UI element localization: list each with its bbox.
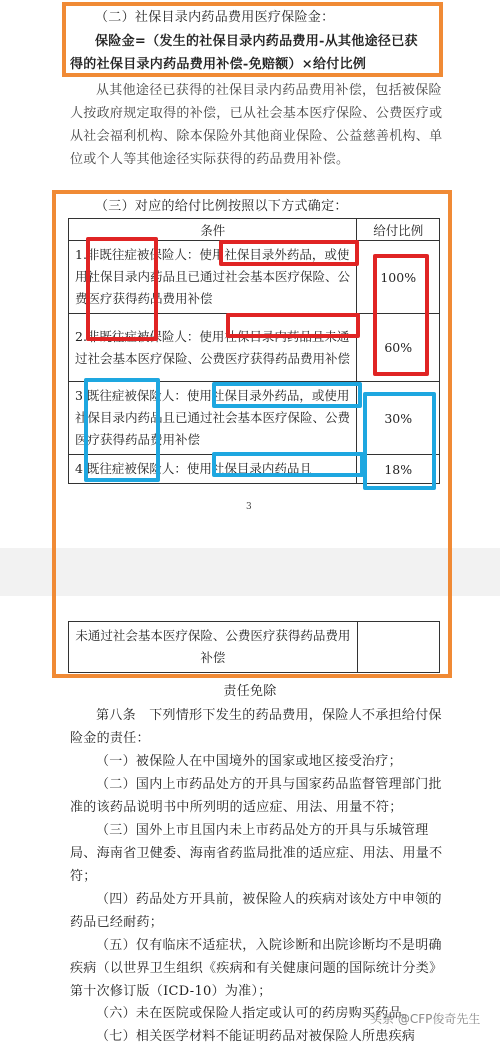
highlight-outside-list-2: [212, 382, 362, 408]
exemption-item: （二）国内上市药品处方的开具与国家药品监督管理部门批准的该药品说明书中所列明的适应症、用法、用量不符；: [70, 777, 442, 815]
row-condition: 2.非既往症被保险人：使用社保目录内药品且未通过社会基本医疗保险、公费医疗获得药品费用补偿: [75, 328, 351, 366]
continued-condition: 未通过社会基本医疗保险、公费医疗获得药品费用补偿: [75, 628, 351, 665]
row-ratio: 100%: [357, 241, 440, 314]
row-condition: 1.非既往症被保险人：使用社保目录外药品，或使用社保目录内药品且已通过社会基本医疗保险、公费医疗获得药品费用补偿: [75, 247, 351, 306]
exemption-title: 责任免除: [223, 684, 277, 699]
exemption-item: （七）相关医学材料不能证明药品对被保险人所患疾病: [96, 1029, 416, 1044]
formula-line-2: 得的社保目录内药品费用补偿-免赔额）×给付比例: [70, 57, 367, 72]
highlight-inside-list-2: [212, 452, 364, 477]
exemption-item: （四）药品处方开具前，被保险人的疾病对该处方中申领的药品已经耐药；: [70, 892, 442, 930]
row-condition: 3.既往症被保险人：使用社保目录外药品，或使用社保目录内药品且已通过社会基本医疗保险、公费医疗获得药品费用补偿: [75, 388, 351, 447]
highlight-outside-list: [219, 240, 359, 266]
row-ratio: 18%: [357, 455, 440, 484]
row-ratio: 60%: [357, 314, 440, 382]
page-number: 3: [246, 502, 252, 512]
row-ratio: 30%: [357, 382, 440, 455]
highlight-inside-list: [226, 313, 360, 338]
row-condition: 4.既往症被保险人：使用社保目录内药品且: [75, 461, 312, 476]
section3-heading: （三）对应的给付比例按照以下方式确定：: [95, 199, 348, 214]
highlight-ratio-high: [373, 254, 429, 376]
highlight-ratio-low: [363, 392, 436, 490]
highlight-non-preexisting: [86, 237, 158, 341]
exemption-item: （三）国外上市且国内未上市药品处方的开具与乐城管理局、海南省卫健委、海南省药监局批准的适应症、用法、用量不符；: [70, 823, 443, 884]
exemption-intro: 第八条 下列情形下发生的药品费用，保险人不承担给付保险金的责任：: [70, 708, 442, 746]
formula-line-1: 保险金=（发生的社保目录内药品费用-从其他途径已获: [95, 34, 418, 49]
exemption-item: （六）未在医院或保险人指定或认可的药房购买药品。: [96, 1006, 416, 1021]
col-header-ratio: 给付比例: [357, 219, 440, 241]
section2-heading: （二）社保目录内药品费用医疗保险金：: [95, 10, 335, 25]
exemption-item: （五）仅有临床不适症状，入院诊断和出院诊断均不是明确疾病（以世界卫生组织《疾病和有关健康问题的国际统计分类》第十次修订版（ICD-10）为准）；: [70, 938, 443, 999]
exemption-item: （一）被保险人在中国境外的国家或地区接受治疗；: [96, 754, 402, 769]
highlight-preexisting: [84, 378, 160, 482]
highlight-formula-box: [62, 2, 443, 77]
section2-note: 从其他途径已获得的社保目录内药品费用补偿，包括被保险人按政府规定取得的补偿，已从社会基本医疗保险、公费医疗或从社会福利机构、除本保险外其他商业保险、公益慈善机构、单位或个人等其他途径实际获得的药品费用补偿。: [70, 83, 443, 167]
col-header-condition: 条件: [69, 219, 357, 241]
watermark-label: 头条 @CFP俊奇先生: [370, 1012, 481, 1026]
